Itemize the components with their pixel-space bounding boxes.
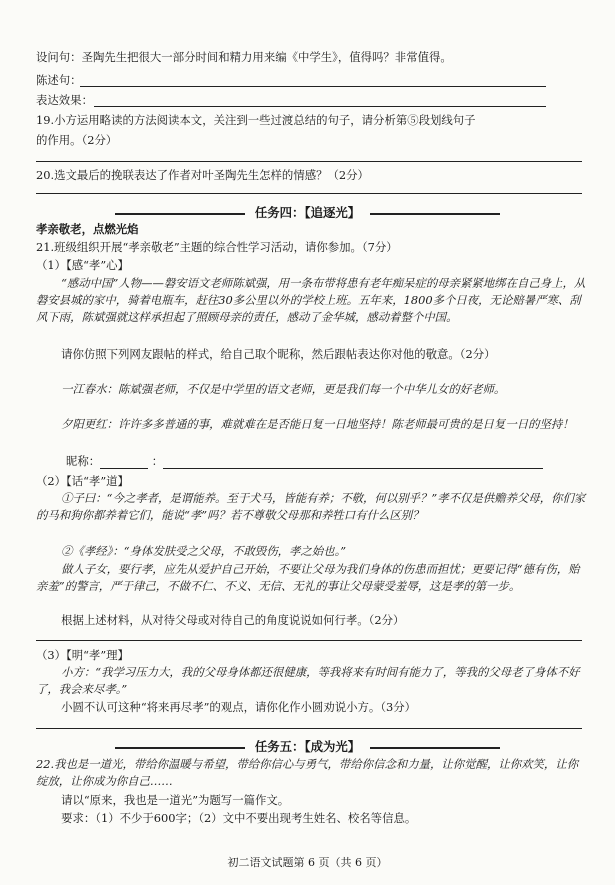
- nickname-line: 昵称： ：: [66, 454, 543, 469]
- answer-line: [36, 161, 582, 162]
- q21-part1-instruction: 请你仿照下列网友跟帖的样式，给自己取个昵称，然后跟帖表达你对他的敬意。（2分）: [61, 347, 496, 361]
- answer-line: [94, 106, 546, 107]
- page-footer: 初二语文试题第 6 页（共 6 页）: [227, 856, 388, 869]
- q19-line1: 19.小方运用略读的方法阅读本文，关注到一些过渡总结的句子，请分析第⑤段划线句子: [36, 113, 476, 127]
- answer-line: [80, 86, 546, 87]
- q22-prompt: 22.我也是一道光，带给你温暖与希望，带给你信心与勇气，带给你信念和力量，让你觉醒，让你欢笑，让你绽放，让你成为你自己……: [36, 757, 579, 788]
- task4-title: 任务四：【追逐光】: [0, 203, 615, 221]
- part2-item1: ①子曰：“今之孝者，是谓能养。至于犬马，皆能有养；不敬，何以别乎？”孝不仅是供赡养父母，你们家的马和狗你都养着它们，能说“孝”吗？若不尊敬父母那和养牲口有什么区别？: [36, 491, 586, 522]
- q21-part2-label: （2）【话“孝”道】: [36, 474, 129, 488]
- part2-item2: ②《孝经》：“身体发肤受之父母，不敢毁伤，孝之始也。”: [61, 544, 347, 558]
- part2-item2-explanation: 做人子女，要行孝，应先从爱护自己开始，不要让父母为我们身体的伤患而担忧；更要记得“德有伤，贻亲羞”的警言，严于律己，不做不仁、不义、无信、无礼的事让父母蒙受羞辱，这是孝的第一步。: [36, 562, 580, 593]
- reply-example-2: 夕阳更红：许许多多普通的事，难就难在是否能日复一日地坚持！陈老师最可贵的是日复一日的坚持！: [61, 417, 574, 431]
- q18-declarative-line: 陈述句：: [36, 73, 82, 87]
- reply-example-1: 一江春水：陈斌强老师，不仅是中学里的语文老师，更是我们每一个中华儿女的好老师。: [61, 382, 506, 396]
- q18-rhetorical-sentence: 设问句：圣陶先生把很大一部分时间和精力用来编《中学生》，值得吗？非常值得。: [36, 50, 452, 64]
- q21-part3-label: （3）【明“孝”理】: [36, 648, 129, 662]
- q22-requirements: 要求：（1）不少于600字；（2）文中不要出现考生姓名、校名等信息。: [61, 811, 417, 825]
- part2-instruction: 根据上述材料，从对待父母或对待自己的角度说说如何行孝。（2分）: [61, 613, 405, 627]
- answer-line: [36, 728, 582, 729]
- q19-line2: 的作用。（2分）: [36, 133, 118, 147]
- q21-part1-label: （1）【感“孝”心】: [36, 258, 129, 272]
- answer-line: [36, 193, 582, 194]
- q21-question: 21.班级组织开展“孝亲敬老”主题的综合性学习活动，请你参加。（7分）: [36, 240, 398, 254]
- q21-part1-paragraph: “感动中国”人物——磐安语文老师陈斌强，用一条布带将患有老年痴呆症的母亲紧紧地绑在自己身上，从磐安县城的家中，骑着电瓶车，赶往30多公里以外的学校上班。五年来，1800多个日夜，无论赔暑严寒、刮风下雨，陈斌强就这样承担起了照顾母亲的责任，感动了金华城，感动着整个中国。: [36, 276, 586, 324]
- part3-paragraph: 小方：“我学习压力大，我的父母身体都还很健康，等我将来有时间有能力了，等我的父母老了身体不好了，我会来尽孝。”: [36, 665, 580, 696]
- q22-instruction: 请以“原来，我也是一道光”为题写一篇作文。: [61, 793, 290, 807]
- q18-effect-line: 表达效果：: [36, 93, 93, 107]
- part3-instruction: 小圆不认可这种“将来再尽孝”的观点，请你化作小圆劝说小方。（3分）: [61, 700, 416, 714]
- task5-title: 任务五：【成为光】: [0, 737, 615, 755]
- task4-subtitle: 孝亲敬老，点燃光焰: [36, 222, 139, 236]
- q20-question: 20.选文最后的挽联表达了作者对叶圣陶先生怎样的情感？（2分）: [36, 168, 369, 182]
- answer-line: [36, 640, 582, 641]
